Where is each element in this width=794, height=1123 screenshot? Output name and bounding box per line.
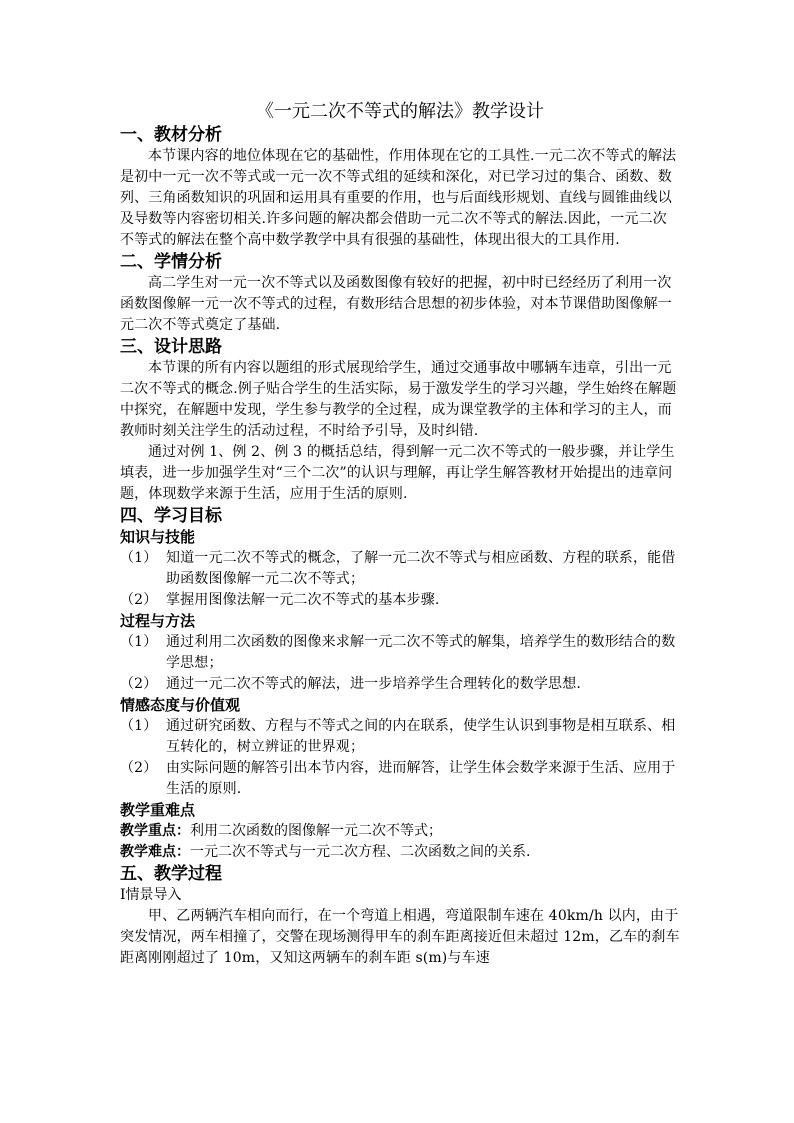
subheading-emotion-values: 情感态度与价值观: [120, 696, 241, 714]
difficulty-line: [120, 842, 680, 863]
paragraph-scenario: 甲、乙两辆汽车相向而行，在一个弯道上相遇，弯道限制车速在 40km/h 以内，由于突发情况，两车相撞了，交警在现场测得甲车的刹车距离接近但未超过 12m，乙车的刹车距离刚刚超过了 10m，又知这两辆车的刹车距 s(m)与车速: [120, 908, 680, 966]
paragraph-student-analysis: 高二学生对一元一次不等式以及函数图像有较好的把握，初中时已经经历了利用一次函数图像解一元一次不等式的过程，有数形结合思想的初步体验，对本节课借助图像解一元二次不等式奠定了基础.: [120, 275, 672, 333]
list-number: （2）: [120, 760, 158, 776]
subheading-process-method: 过程与方法: [120, 612, 196, 630]
key-point-text: 利用二次函数的图像解一元二次不等式；: [190, 823, 442, 839]
key-point-label: 教学重点：: [120, 823, 190, 839]
list-item: [120, 716, 680, 758]
subheading-scenario-intro: Ⅰ情景导入: [120, 887, 182, 903]
list-number: （2）: [120, 676, 158, 692]
list-text: 知道一元二次不等式的概念，了解一元二次不等式与相应函数、方程的联系，能借助函数图像解一元二次不等式；: [166, 550, 676, 587]
section-heading-teaching-process: 五、教学过程: [120, 864, 222, 884]
list-number: （2）: [120, 592, 158, 608]
list-text: 通过一元二次不等式的解法，进一步培养学生合理转化的数学思想.: [166, 676, 581, 692]
list-item: [120, 590, 680, 611]
list-item: [120, 632, 680, 674]
document-title: 《一元二次不等式的解法》教学设计: [256, 101, 544, 122]
list-number: （1）: [120, 634, 158, 650]
subheading-key-difficult-points: 教学重难点: [120, 801, 196, 819]
list-text: 通过利用二次函数的图像来求解一元二次不等式的解集，培养学生的数形结合的数学思想；: [166, 634, 676, 671]
list-text: 由实际问题的解答引出本节内容，进而解答，让学生体会数学来源于生活、应用于生活的原则.: [166, 760, 676, 797]
list-item: [120, 674, 680, 695]
difficulty-label: 教学难点：: [120, 844, 190, 860]
section-heading-student-analysis: 二、学情分析: [120, 252, 222, 272]
list-text: 通过研究函数、方程与不等式之间的内在联系，使学生认识到事物是相互联系、相互转化的，树立辨证的世界观；: [166, 718, 676, 755]
paragraph-textbook-analysis: 本节课内容的地位体现在它的基础性，作用体现在它的工具性.一元二次不等式的解法是初中一元一次不等式或一元一次不等式组的延续和深化，对已学习过的集合、函数、数列、三角函数知识的巩固和运用具有重要的作用，也与后面线形规划、直线与圆锥曲线以及导数等内容密切相关.许多问题的解决都会借助一元二次不等式的解法.因此，一元二次不等式的解法在整个高中数学教学中具有很强的基础性，体现出很大的工具作用.: [120, 148, 677, 248]
section-heading-learning-goals: 四、学习目标: [120, 506, 222, 526]
key-point-line: [120, 821, 680, 842]
paragraph-design-idea-1: 本节课的所有内容以题组的形式展现给学生，通过交通事故中哪辆车违章，引出一元二次不等式的概念.例子贴合学生的生活实际，易于激发学生的学习兴趣，学生始终在解题中探究，在解题中发现，学生参与教学的全过程，成为课堂教学的主体和学习的主人，而教师时刻关注学生的活动过程，不时给予引导，及时纠错.: [120, 360, 677, 439]
section-heading-textbook-analysis: 一、教材分析: [120, 125, 222, 145]
difficulty-text: 一元二次不等式与一元二次方程、二次函数之间的关系.: [190, 844, 531, 860]
list-item: [120, 548, 680, 590]
list-number: （1）: [120, 550, 158, 566]
list-item: [120, 758, 680, 800]
subheading-knowledge-skills: 知识与技能: [120, 528, 196, 546]
list-number: （1）: [120, 718, 158, 734]
list-text: 掌握用图像法解一元二次不等式的基本步骤.: [166, 592, 440, 608]
document-body: [120, 100, 680, 969]
section-heading-design-idea: 三、设计思路: [120, 337, 222, 357]
paragraph-design-idea-2: 通过对例 1、例 2、例 3 的概括总结，得到解一元二次不等式的一般步骤，并让学生填表，进一步加强学生对“三个二次”的认识与理解，再让学生解答教材开始提出的违章问题，体现数学来源于生活，应用于生活的原则.: [120, 444, 675, 502]
